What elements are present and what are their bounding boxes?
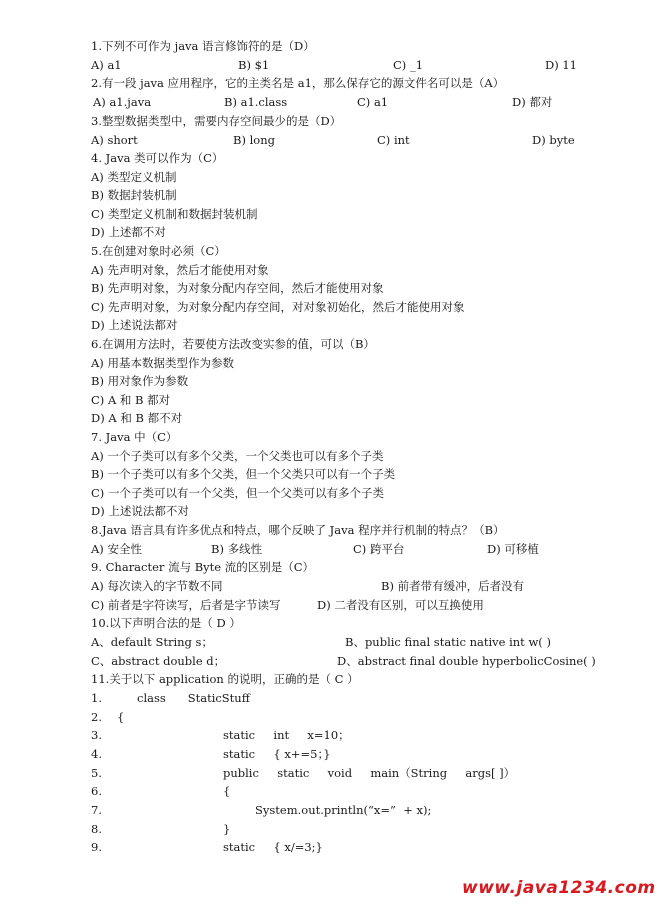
code-line: { xyxy=(117,710,125,724)
q7-option-d: D) 上述说法都不对 xyxy=(91,504,189,518)
q3-option-d: D) byte xyxy=(532,133,575,147)
q1-option-d: D) 11 xyxy=(545,58,577,72)
q7-option-a: A) 一个子类可以有多个父类，一个父类也可以有多个子类 xyxy=(91,449,384,463)
q10-option-a: A、default String s； xyxy=(91,635,213,649)
q6-option-b: B) 用对象作为参数 xyxy=(91,374,189,388)
code-line: } xyxy=(223,822,231,836)
code-line-number: 4. xyxy=(91,747,102,761)
question-10: 10.以下声明合法的是（ D ） xyxy=(91,616,241,630)
q2-option-d: D) 都对 xyxy=(512,95,553,109)
q8-option-b: B) 多线性 xyxy=(211,542,263,556)
code-line: static int x=10； xyxy=(223,728,350,742)
question-5: 5.在创建对象时必须（C） xyxy=(91,244,226,258)
code-line-number: 6. xyxy=(91,784,102,798)
question-11: 11.关于以下 application 的说明，正确的是（ C ） xyxy=(91,672,359,686)
question-2: 2.有一段 java 应用程序，它的主类名是 a1，那么保存它的源文件名可以是（A） xyxy=(91,76,505,90)
q5-option-d: D) 上述说法都对 xyxy=(91,318,178,332)
question-7: 7. Java 中（C） xyxy=(91,430,178,444)
question-9: 9. Character 流与 Byte 流的区别是（C） xyxy=(91,560,315,574)
q1-option-b: B) $1 xyxy=(238,58,270,72)
q9-option-a: A) 每次读入的字节数不同 xyxy=(91,579,223,593)
question-3: 3.整型数据类型中，需要内存空间最少的是（D） xyxy=(91,114,342,128)
code-line-number: 3. xyxy=(91,728,102,742)
q6-option-c: C) A 和 B 都对 xyxy=(91,393,171,407)
code-line: static { x+=5；} xyxy=(223,747,331,761)
q5-option-a: A) 先声明对象，然后才能使用对象 xyxy=(91,263,269,277)
q10-option-c: C、abstract double d； xyxy=(91,654,226,668)
q6-option-d: D) A 和 B 都不对 xyxy=(91,411,183,425)
q10-option-d: D、abstract final double hyperbolicCosine( ) xyxy=(337,654,596,668)
code-line-number: 1. xyxy=(91,691,102,705)
q5-option-b: B) 先声明对象，为对象分配内存空间，然后才能使用对象 xyxy=(91,281,384,295)
q8-option-d: D) 可移植 xyxy=(487,542,539,556)
q4-option-a: A) 类型定义机制 xyxy=(91,170,177,184)
q7-option-b: B) 一个子类可以有多个父类，但一个父类只可以有一个子类 xyxy=(91,467,396,481)
code-line-number: 2. xyxy=(91,710,102,724)
q2-option-a: A) a1.java xyxy=(93,95,152,109)
q1-option-c: C) _1 xyxy=(393,58,424,72)
q5-option-c: C) 先声明对象，为对象分配内存空间，对对象初始化，然后才能使用对象 xyxy=(91,300,465,314)
q2-option-c: C) a1 xyxy=(357,95,389,109)
question-4: 4. Java 类可以作为（C） xyxy=(91,151,224,165)
code-line: System.out.println(“x=” + x); xyxy=(255,803,432,817)
code-line: { xyxy=(223,784,231,798)
q9-option-b: B) 前者带有缓冲，后者没有 xyxy=(381,579,525,593)
question-1: 1.下列不可作为 java 语言修饰符的是（D） xyxy=(91,39,315,53)
site-watermark: www.java1234.com xyxy=(462,878,656,898)
q7-option-c: C) 一个子类可以有一个父类，但一个父类可以有多个子类 xyxy=(91,486,384,500)
q2-option-b: B) a1.class xyxy=(224,95,288,109)
code-line-number: 7. xyxy=(91,803,102,817)
q3-option-b: B) long xyxy=(233,133,275,147)
code-line-number: 8. xyxy=(91,822,102,836)
q4-option-c: C) 类型定义机制和数据封装机制 xyxy=(91,207,258,221)
code-line-number: 9. xyxy=(91,840,102,854)
q6-option-a: A) 用基本数据类型作为参数 xyxy=(91,356,234,370)
q1-option-a: A) a1 xyxy=(91,58,122,72)
q3-option-a: A) short xyxy=(91,133,138,147)
code-line: class StaticStuff xyxy=(137,691,250,705)
q9-option-d: D) 二者没有区别，可以互换使用 xyxy=(317,598,484,612)
code-line: public static void main（String args[ ]） xyxy=(223,766,516,780)
question-6: 6.在调用方法时，若要使方法改变实参的值，可以（B） xyxy=(91,337,375,351)
question-8: 8.Java 语言具有许多优点和特点，哪个反映了 Java 程序并行机制的特点？（B） xyxy=(91,523,505,537)
q8-option-c: C) 跨平台 xyxy=(353,542,405,556)
q4-option-b: B) 数据封装机制 xyxy=(91,188,177,202)
code-line-number: 5. xyxy=(91,766,102,780)
q3-option-c: C) int xyxy=(377,133,410,147)
q8-option-a: A) 安全性 xyxy=(91,542,142,556)
q4-option-d: D) 上述都不对 xyxy=(91,225,166,239)
q10-option-b: B、public final static native int w( ) xyxy=(345,635,551,649)
code-line: static { x/=3;} xyxy=(223,840,323,854)
q9-option-c: C) 前者是字符读写，后者是字节读写 xyxy=(91,598,281,612)
